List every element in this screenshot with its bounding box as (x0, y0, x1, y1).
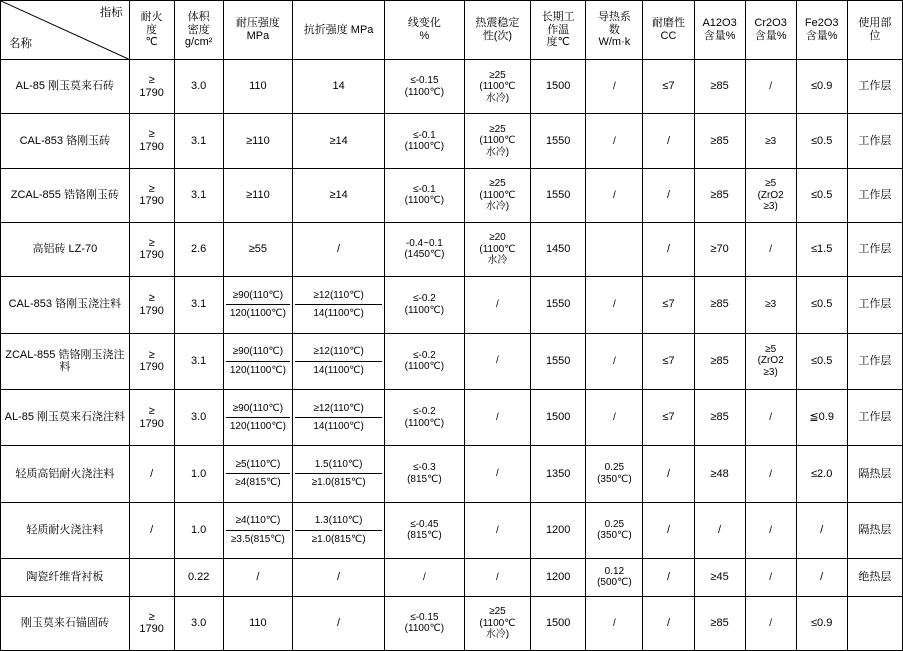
cell-fire-temp: ≥ 1790 (129, 596, 174, 650)
cell-compressive: ≥4(110℃) ≥3.5(815℃) (223, 502, 292, 558)
cell-cr2o3: / (745, 596, 796, 650)
cell-thermal-shock: ≥25 (1100℃ 水冷) (464, 168, 530, 222)
cell-conductivity: / (586, 114, 643, 168)
cell-usage: 工作层 (847, 114, 902, 168)
cell-fe2o3: ≤1.5 (796, 222, 847, 276)
cell-compressive: ≥90(110℃) 120(1100℃) (223, 389, 292, 445)
cell-linear-change: ≤-0.15 (1100℃) (385, 596, 465, 650)
cell-service-temp: 1550 (531, 114, 586, 168)
cell-wear: / (643, 559, 694, 597)
header-al2o3: A12O3 含量% (694, 1, 745, 60)
cell-usage: 工作层 (847, 389, 902, 445)
cell-linear-change: ≤-0.1 (1100℃) (385, 168, 465, 222)
cell-usage: 工作层 (847, 60, 902, 114)
cell-compressive: 110 (223, 596, 292, 650)
cell-al2o3: ≥85 (694, 596, 745, 650)
header-conductivity: 导热系 数 W/m·k (586, 1, 643, 60)
row-material-name: 高铝砖 LZ-70 (1, 222, 130, 276)
cell-service-temp: 1200 (531, 502, 586, 558)
cell-conductivity (586, 222, 643, 276)
cell-fe2o3: ≤0.5 (796, 114, 847, 168)
cell-wear: ≤7 (643, 60, 694, 114)
cell-service-temp: 1550 (531, 168, 586, 222)
cell-flexural: ≥12(110℃) 14(1100℃) (293, 333, 385, 389)
cell-compressive: ≥110 (223, 114, 292, 168)
cell-wear: ≤7 (643, 277, 694, 333)
cell-usage: 工作层 (847, 277, 902, 333)
cell-conductivity: 0.25 (350℃) (586, 446, 643, 502)
cell-usage (847, 596, 902, 650)
cell-compressive: ≥55 (223, 222, 292, 276)
cell-flexural: ≥14 (293, 168, 385, 222)
table-row (1, 114, 903, 168)
cell-service-temp: 1450 (531, 222, 586, 276)
cell-fe2o3: ≤0.5 (796, 168, 847, 222)
cell-al2o3: ≥70 (694, 222, 745, 276)
cell-service-temp: 1200 (531, 559, 586, 597)
cell-conductivity: / (586, 168, 643, 222)
header-compressive: 耐压强度 MPa (223, 1, 292, 60)
cell-flexural: / (293, 596, 385, 650)
cell-cr2o3: ≥3 (745, 114, 796, 168)
row-material-name: 陶瓷纤维背衬板 (1, 559, 130, 597)
cell-fire-temp: ≥ 1790 (129, 389, 174, 445)
cell-cr2o3: / (745, 60, 796, 114)
cell-cr2o3: / (745, 446, 796, 502)
cell-fe2o3: / (796, 502, 847, 558)
table-row (1, 60, 903, 114)
cell-compressive: ≥110 (223, 168, 292, 222)
cell-conductivity: / (586, 277, 643, 333)
row-material-name: 轻质耐火浇注料 (1, 502, 130, 558)
cell-thermal-shock: ≥25 (1100℃ 水冷) (464, 60, 530, 114)
cell-linear-change: ≤-0.2 (1100℃) (385, 389, 465, 445)
cell-wear: ≤7 (643, 333, 694, 389)
cell-service-temp: 1550 (531, 333, 586, 389)
table-row (1, 168, 903, 222)
cell-linear-change: ≤-0.15 (1100℃) (385, 60, 465, 114)
cell-wear: / (643, 168, 694, 222)
cell-fire-temp: ≥ 1790 (129, 277, 174, 333)
cell-service-temp: 1550 (531, 277, 586, 333)
cell-fe2o3: ≤2.0 (796, 446, 847, 502)
cell-linear-change: -0.4~0.1 (1450℃) (385, 222, 465, 276)
cell-compressive: 110 (223, 60, 292, 114)
cell-flexural: 1.3(110℃) ≥1.0(815℃) (293, 502, 385, 558)
cell-conductivity: 0.12 (500℃) (586, 559, 643, 597)
cell-fire-temp: ≥ 1790 (129, 222, 174, 276)
row-material-name: 轻质高铝耐火浇注料 (1, 446, 130, 502)
cell-thermal-shock: / (464, 502, 530, 558)
cell-service-temp: 1500 (531, 60, 586, 114)
cell-service-temp: 1500 (531, 596, 586, 650)
cell-al2o3: / (694, 502, 745, 558)
cell-usage: 隔热层 (847, 502, 902, 558)
cell-fire-temp: / (129, 502, 174, 558)
cell-compressive: ≥90(110℃) 120(1100℃) (223, 277, 292, 333)
cell-bulk-density: 3.1 (174, 114, 223, 168)
cell-wear: / (643, 446, 694, 502)
cell-fe2o3: ≤0.9 (796, 60, 847, 114)
cell-compressive: / (223, 559, 292, 597)
cell-bulk-density: 2.6 (174, 222, 223, 276)
cell-fire-temp: ≥ 1790 (129, 60, 174, 114)
cell-bulk-density: 3.0 (174, 60, 223, 114)
cell-thermal-shock: / (464, 333, 530, 389)
cell-usage: 隔热层 (847, 446, 902, 502)
cell-linear-change: ≤-0.2 (1100℃) (385, 333, 465, 389)
header-flexural: 抗折强度 MPa (293, 1, 385, 60)
cell-usage: 工作层 (847, 222, 902, 276)
table-header-row (1, 1, 903, 60)
cell-cr2o3: ≥3 (745, 277, 796, 333)
cell-flexural: ≥12(110℃) 14(1100℃) (293, 277, 385, 333)
cell-cr2o3: / (745, 559, 796, 597)
header-index-label: 指标 (99, 7, 123, 19)
row-material-name: 刚玉莫来石锚固砖 (1, 596, 130, 650)
cell-al2o3: ≥85 (694, 60, 745, 114)
cell-cr2o3: / (745, 502, 796, 558)
cell-wear: ≤7 (643, 389, 694, 445)
table-row (1, 596, 903, 650)
cell-conductivity: / (586, 596, 643, 650)
cell-bulk-density: 1.0 (174, 502, 223, 558)
cell-compressive: ≥90(110℃) 120(1100℃) (223, 333, 292, 389)
cell-conductivity: / (586, 333, 643, 389)
table-row (1, 277, 903, 333)
cell-flexural: ≥12(110℃) 14(1100℃) (293, 389, 385, 445)
table-row (1, 559, 903, 597)
cell-fire-temp: ≥ 1790 (129, 114, 174, 168)
cell-service-temp: 1500 (531, 389, 586, 445)
cell-fe2o3: ≤0.5 (796, 333, 847, 389)
cell-fire-temp: ≥ 1790 (129, 333, 174, 389)
cell-wear: / (643, 596, 694, 650)
cell-cr2o3: ≥5 (ZrO2 ≥3) (745, 168, 796, 222)
cell-linear-change: ≤-0.3 (815℃) (385, 446, 465, 502)
cell-bulk-density: 3.1 (174, 333, 223, 389)
cell-al2o3: ≥85 (694, 389, 745, 445)
cell-fe2o3: / (796, 559, 847, 597)
cell-thermal-shock: / (464, 446, 530, 502)
cell-flexural: 1.5(110℃) ≥1.0(815℃) (293, 446, 385, 502)
header-cr2o3: Cr2O3 含量% (745, 1, 796, 60)
cell-cr2o3: / (745, 389, 796, 445)
header-linear_change: 线变化 % (385, 1, 465, 60)
row-material-name: ZCAL-855 锆铬刚玉浇注料 (1, 333, 130, 389)
cell-bulk-density: 3.1 (174, 168, 223, 222)
cell-al2o3: ≥45 (694, 559, 745, 597)
cell-thermal-shock: / (464, 389, 530, 445)
cell-wear: / (643, 222, 694, 276)
cell-cr2o3: ≥5 (ZrO2 ≥3) (745, 333, 796, 389)
cell-wear: / (643, 502, 694, 558)
cell-bulk-density: 0.22 (174, 559, 223, 597)
cell-linear-change: ≤-0.45 (815℃) (385, 502, 465, 558)
cell-linear-change: ≤-0.1 (1100℃) (385, 114, 465, 168)
header-service_temp: 长期工 作温 度℃ (531, 1, 586, 60)
table-row (1, 502, 903, 558)
header-wear: 耐磨性 CC (643, 1, 694, 60)
cell-thermal-shock: ≥25 (1100℃ 水冷) (464, 114, 530, 168)
header-fe2o3: Fe2O3 含量% (796, 1, 847, 60)
header-corner-cell (1, 1, 130, 60)
row-material-name: AL-85 刚玉莫来石砖 (1, 60, 130, 114)
cell-conductivity: / (586, 60, 643, 114)
cell-thermal-shock: ≥25 (1100℃ 水冷) (464, 596, 530, 650)
cell-service-temp: 1350 (531, 446, 586, 502)
table-row (1, 389, 903, 445)
cell-usage: 绝热层 (847, 559, 902, 597)
cell-linear-change: ≤-0.2 (1100℃) (385, 277, 465, 333)
cell-flexural: / (293, 222, 385, 276)
cell-bulk-density: 1.0 (174, 446, 223, 502)
cell-conductivity: 0.25 (350℃) (586, 502, 643, 558)
cell-cr2o3: / (745, 222, 796, 276)
header-thermal_shock: 热震稳定 性(次) (464, 1, 530, 60)
cell-flexural: / (293, 559, 385, 597)
cell-bulk-density: 3.0 (174, 596, 223, 650)
cell-usage: 工作层 (847, 168, 902, 222)
cell-flexural: 14 (293, 60, 385, 114)
cell-fe2o3: ≤0.9 (796, 596, 847, 650)
cell-linear-change: / (385, 559, 465, 597)
cell-bulk-density: 3.0 (174, 389, 223, 445)
header-usage: 使用部 位 (847, 1, 902, 60)
cell-al2o3: ≥85 (694, 168, 745, 222)
cell-al2o3: ≥85 (694, 333, 745, 389)
cell-fire-temp: / (129, 446, 174, 502)
cell-conductivity: / (586, 389, 643, 445)
cell-al2o3: ≥85 (694, 277, 745, 333)
cell-wear: / (643, 114, 694, 168)
row-material-name: CAL-853 铬刚玉浇注料 (1, 277, 130, 333)
header-name-label: 名称 (9, 37, 32, 50)
row-material-name: ZCAL-855 锆铬刚玉砖 (1, 168, 130, 222)
cell-fire-temp (129, 559, 174, 597)
cell-compressive: ≥5(110℃) ≥4(815℃) (223, 446, 292, 502)
row-material-name: CAL-853 铬刚玉砖 (1, 114, 130, 168)
table-row (1, 333, 903, 389)
cell-thermal-shock: ≥20 (1100℃ 水冷 (464, 222, 530, 276)
table-row (1, 446, 903, 502)
cell-al2o3: ≥85 (694, 114, 745, 168)
cell-fe2o3: ≦0.9 (796, 389, 847, 445)
header-bulk_density: 体积 密度 g/cm² (174, 1, 223, 60)
cell-fire-temp: ≥ 1790 (129, 168, 174, 222)
cell-fe2o3: ≤0.5 (796, 277, 847, 333)
cell-flexural: ≥14 (293, 114, 385, 168)
cell-usage: 工作层 (847, 333, 902, 389)
row-material-name: AL-85 刚玉莫来石浇注料 (1, 389, 130, 445)
cell-thermal-shock: / (464, 559, 530, 597)
table-row (1, 222, 903, 276)
cell-bulk-density: 3.1 (174, 277, 223, 333)
cell-al2o3: ≥48 (694, 446, 745, 502)
header-fire_temp: 耐火 度 ℃ (129, 1, 174, 60)
cell-thermal-shock: / (464, 277, 530, 333)
